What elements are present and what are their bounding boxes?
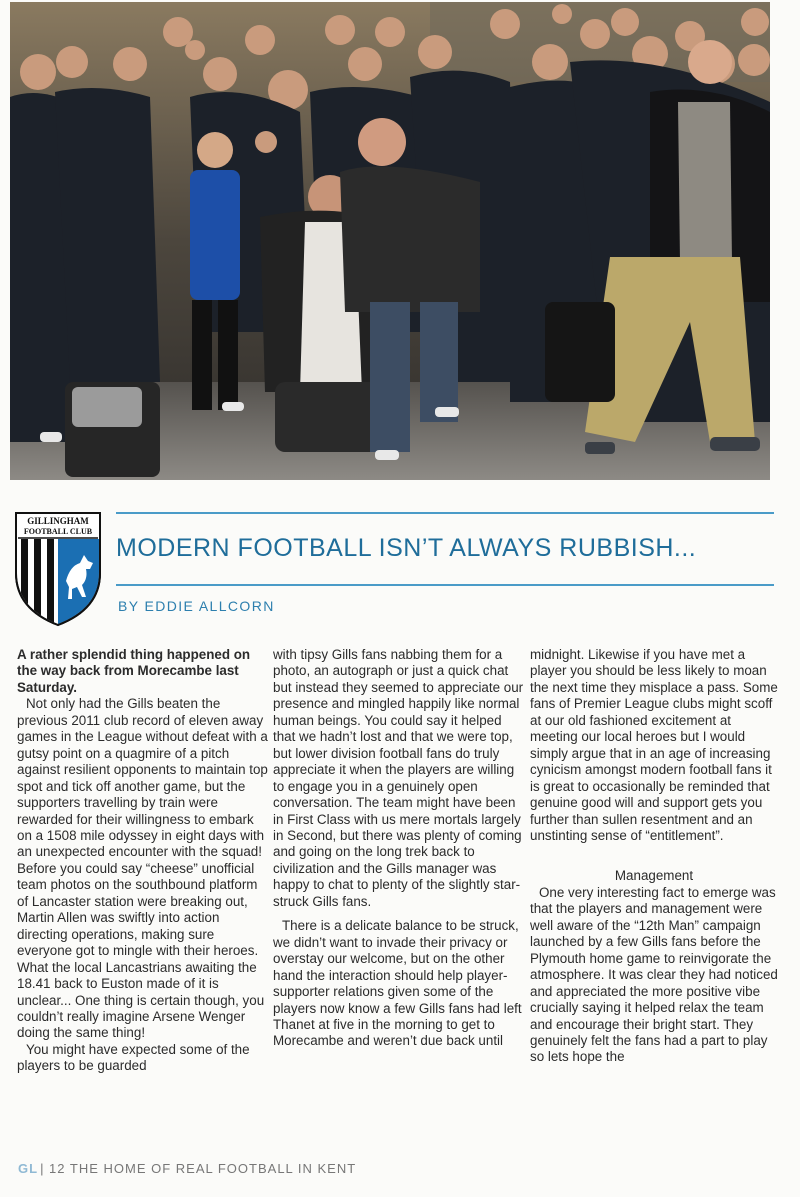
article-paragraph: You might have expected some of the players to be guarded (17, 1041, 250, 1074)
article-paragraph: Not only had the Gills beaten the previous 2011 club record of eleven away games in the League without defeat with a gutsy point on a quagmire of a pitch against resilient opponents to maintain top spot and tick off another game, but the supporters travelling by train were rewarded for their willingness to embark on a 1508 mile odyssey in eight days with an unexpected encounter with the squad! Before you could say “cheese” unofficial team photos on the southbound platform of Lancaster station were breaking out, Martin Allen was swiftly into action directing operations, making sure everyone got to mingle with their heroes. What the local Lancastrians awaiting the 18.41 back to Euston made of it is unclear... One thing is certain though, you couldn’t really imagine Arsene Wenger doing the same thing! (17, 696, 268, 1041)
article-column-3 (530, 647, 778, 1066)
article-column-1 (17, 647, 269, 1075)
article-byline: BY EDDIE ALLCORN (118, 598, 275, 614)
article-paragraph: There is a delicate balance to be struck, we didn’t want to invade their privacy or overstay our welcome, but on the other hand the interaction should help player-supporter relations given some of the players now know a few Gills fans had left Thanet at five in the morning to get to Morecambe and weren’t due back until (273, 918, 522, 1049)
article-paragraph: with tipsy Gills fans nabbing them for a photo, an autograph or just a quick chat but instead they seemed to appreciate our presence and mingled happily like normal human beings. You could say it helped that we hadn’t lost and that we were top, but lower division football fans do truly appreciate it when the players are willing to engage you in a genuinely open conversation. The team might have been in First Class with us mere mortals largely in Second, but there was plenty of coming and going on the long trek back to civilization and the Gills manager was happy to chat to plenty of the slightly star-struck Gills fans. (273, 647, 524, 909)
article-paragraph: One very interesting fact to emerge was that the players and management were well aware of the “12th Man” campaign launched by a few Gills fans before the Plymouth home game to reinvigorate the atmosphere. It was clear they had noticed and appreciated the more positive vibe crucially saying it helped relax the team and encourage their bright start. They genuinely felt the fans had a part to play so lets hope the (530, 884, 778, 1065)
article-column-2 (273, 647, 525, 1050)
footer-text: | 12 THE HOME OF REAL FOOTBALL IN KENT (40, 1161, 357, 1176)
team-photo-image (10, 2, 770, 480)
article-headline: MODERN FOOTBALL ISN’T ALWAYS RUBBISH... (116, 534, 697, 562)
crest-name-line1: GILLINGHAM (27, 516, 89, 526)
club-crest-shield-icon (14, 511, 102, 627)
gills-logo-mark-icon: GL (18, 1161, 39, 1176)
article-intro: A rather splendid thing happened on the way back from Morecambe last Saturday. (17, 647, 251, 695)
page-footer (18, 1161, 356, 1176)
article-paragraph: midnight. Likewise if you have met a player you should be less likely to moan the next time they misplace a pass. Some fans of Premier League clubs might scoff at our old fashioned excitement at meeting our local heroes but I would simply argue that in an age of increasing cynicism amongst modern football fans it is great to occasionally be reminded that genuine good will and support gets you further than sullen resentment and an unstinting sense of “entitlement”. (530, 647, 778, 843)
club-crest (14, 511, 102, 627)
team-photo (10, 2, 770, 480)
headline-bottom-rule (116, 584, 774, 586)
crest-name-line2: FOOTBALL CLUB (23, 527, 93, 536)
section-subheading: Management (614, 868, 694, 884)
headline-top-rule (116, 512, 774, 514)
